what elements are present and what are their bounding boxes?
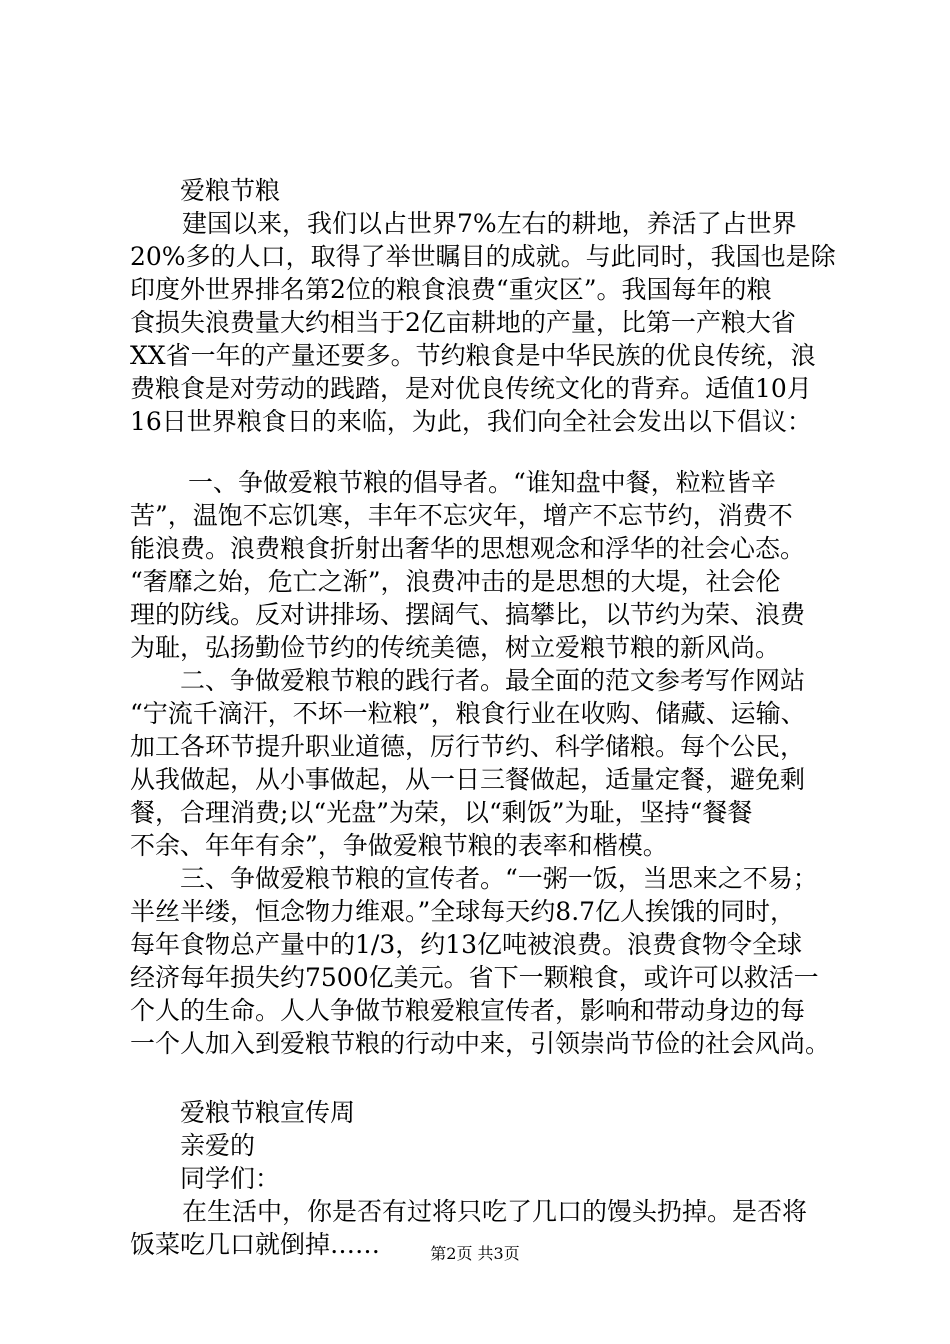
text-line: 餐，合理消费;以“光盘”为荣，以“剩饭”为耻，坚持“餐餐 bbox=[130, 798, 753, 827]
text-line: 一个人加入到爱粮节粮的行动中来，引领崇尚节俭的社会风尚。 bbox=[130, 1029, 831, 1058]
paragraph-proposal-3 bbox=[130, 862, 850, 1060]
text-line: 食损失浪费量大约相当于2亿亩耕地的产量，比第一产粮大省 bbox=[130, 308, 796, 337]
text-line: 费粮食是对劳动的践踏，是对优良传统文化的背弃。适值10月 bbox=[130, 374, 812, 403]
text-line: 能浪费。浪费粮食折射出奢华的思想观念和浮华的社会心态。 bbox=[130, 534, 806, 563]
text-line: 三、争做爱粮节粮的宣传者。“一粥一饭，当思来之不易； bbox=[180, 864, 818, 893]
text-line: 在生活中，你是否有过将只吃了几口的馒头扔掉。是否将 bbox=[182, 1197, 808, 1226]
text-line: 个人的生命。人人争做节粮爱粮宣传者，影响和带动身边的每 bbox=[130, 996, 806, 1025]
text-line: 经济每年损失约7500亿美元。省下一颗粮食，或许可以救活一 bbox=[130, 963, 819, 992]
text-line: 每年食物总产量中的1/3，约13亿吨被浪费。浪费食物令全球 bbox=[130, 930, 803, 959]
text-line: 一、争做爱粮节粮的倡导者。“谁知盘中餐，粒粒皆辛 bbox=[188, 468, 776, 497]
document-body bbox=[130, 174, 850, 1261]
text-line: “宁流千滴汗，不坏一粒粮”，粮食行业在收购、储藏、运输、 bbox=[130, 699, 806, 728]
paragraph-gap bbox=[130, 438, 850, 466]
text-line: XX省一年的产量还要多。节约粮食是中华民族的优良传统，浪 bbox=[130, 341, 816, 370]
text-line: 半丝半缕，恒念物力维艰。”全球每天约8.7亿人挨饿的同时， bbox=[130, 897, 796, 926]
text-line: 建国以来，我们以占世界7%左右的耕地，养活了占世界 bbox=[182, 209, 797, 238]
text-line: 饭菜吃几口就倒掉…… bbox=[130, 1230, 381, 1259]
paragraph-proposal-2 bbox=[130, 664, 850, 862]
paragraph-gap bbox=[130, 1060, 850, 1096]
page-number: 第2页 共3页 bbox=[430, 1244, 520, 1263]
text-line: 加工各环节提升职业道德，厉行节约、科学储粮。每个公民， bbox=[130, 732, 806, 761]
paragraph-intro bbox=[130, 207, 850, 438]
text-line: 二、争做爱粮节粮的践行者。最全面的范文参考写作网站 bbox=[180, 666, 806, 695]
text-line: 20%多的人口，取得了举世瞩目的成就。与此同时，我国也是除 bbox=[130, 242, 836, 271]
text-line: 苦”，温饱不忘饥寒，丰年不忘灾年，增产不忘节约，消费不 bbox=[130, 501, 793, 530]
text-line: 从我做起，从小事做起，从一日三餐做起，适量定餐，避免剩 bbox=[130, 765, 806, 794]
text-line: “奢靡之始，危亡之渐”，浪费冲击的是思想的大堤，社会伦 bbox=[130, 567, 781, 596]
greeting-line-2: 同学们： bbox=[180, 1164, 281, 1193]
text-line: 为耻，弘扬勤俭节约的传统美德，树立爱粮节粮的新风尚。 bbox=[130, 633, 781, 662]
text-line: 理的防线。反对讲排场、摆阔气、搞攀比，以节约为荣、浪费 bbox=[130, 600, 806, 629]
text-line: 不余、年年有余”，争做爱粮节粮的表率和楷模。 bbox=[130, 831, 668, 860]
text-line: 16日世界粮食日的来临，为此，我们向全社会发出以下倡议： bbox=[130, 407, 812, 436]
greeting-line-1: 亲爱的 bbox=[180, 1131, 256, 1160]
section-title-1: 爱粮节粮 bbox=[180, 176, 281, 205]
paragraph-proposal-1 bbox=[130, 466, 850, 664]
text-line: 印度外世界排名第2位的粮食浪费“重灾区”。我国每年的粮 bbox=[130, 275, 772, 304]
section-title-2: 爱粮节粮宣传周 bbox=[180, 1098, 356, 1127]
